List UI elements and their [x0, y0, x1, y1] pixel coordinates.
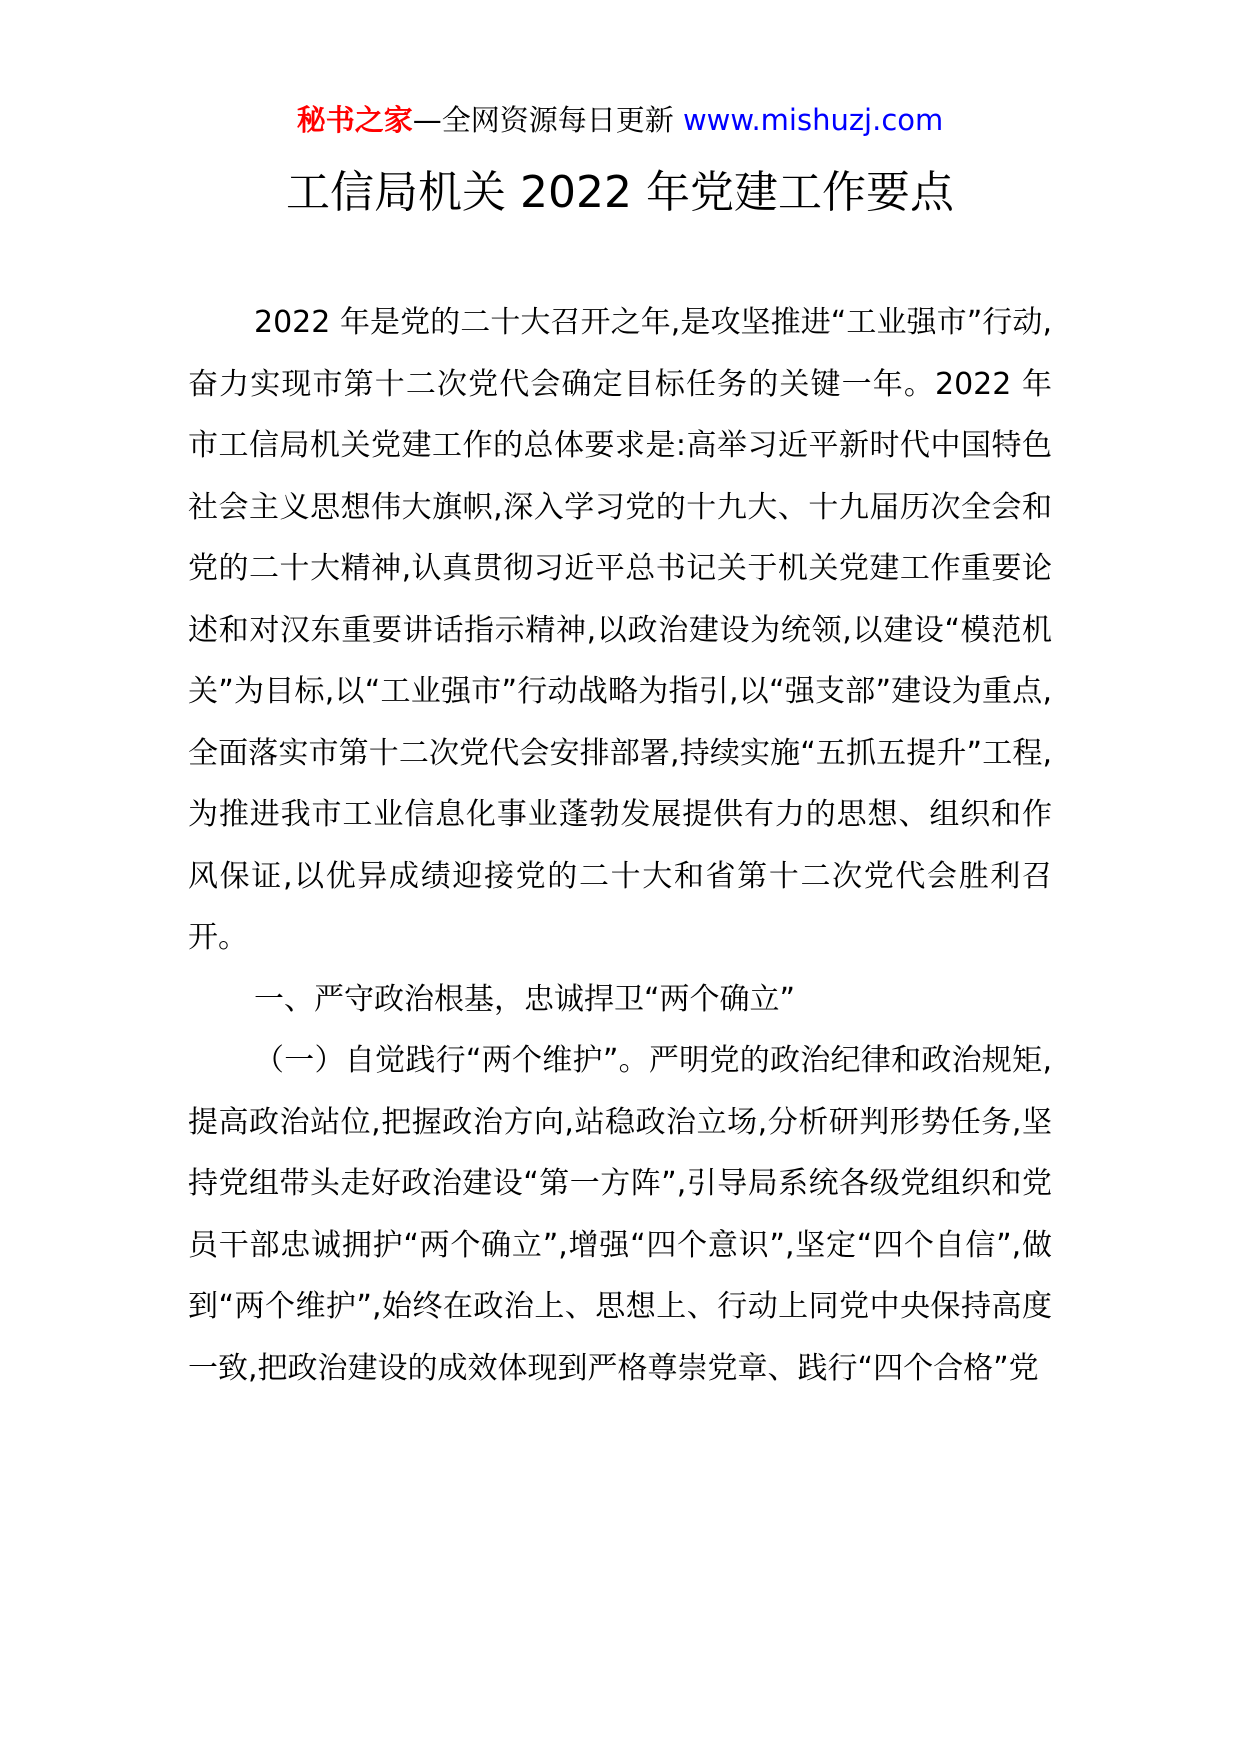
section-heading: 一、严守政治根基，忠诚捍卫“两个确立”	[254, 981, 796, 1017]
site-header	[0, 100, 1240, 140]
intro-paragraph: 2022 年是党的二十大召开之年,是攻坚推进“工业强市”行动,奋力实现市第十二次党代会确定目标任务的关键一年。2022 年市工信局机关党建工作的总体要求是:高举习近平新时代中国特色社会主义思想伟大旗帜,深入学习党的十九大、十九届历次全会和党的二十大精神,认真贯彻习近平总书记关于机关党建工作重要论述和对汉东重要讲话指示精神,以政治建设为统领,以建设“模范机关”为目标,以“工业强市”行动战略为指引,以“强支部”建设为重点,全面落实市第十二次党代会安排部署,持续实施“五抓五提升”工程,为推进我市工业信息化事业蓬勃发展提供有力的思想、组织和作风保证,以优异成绩迎接党的二十大和省第十二次党代会胜利召开。	[188, 305, 1052, 955]
document-body	[188, 292, 1052, 1399]
site-slogan: —全网资源每日更新	[412, 103, 674, 137]
site-url-link[interactable]: www.mishuzj.com	[682, 103, 944, 137]
site-brand: 秘书之家	[296, 103, 413, 137]
section-paragraph: （一）自觉践行“两个维护”。严明党的政治纪律和政治规矩,提高政治站位,把握政治方向,站稳政治立场,分析研判形势任务,坚持党组带头走好政治建设“第一方阵”,引导局系统各级党组织和党员干部忠诚拥护“两个确立”,增强“四个意识”,坚定“四个自信”,做到“两个维护”,始终在政治上、思想上、行动上同党中央保持高度一致,把政治建设的成效体现到严格尊崇党章、践行“四个合格”党	[188, 1043, 1052, 1386]
document-title: 工信局机关 2022 年党建工作要点	[286, 167, 954, 218]
